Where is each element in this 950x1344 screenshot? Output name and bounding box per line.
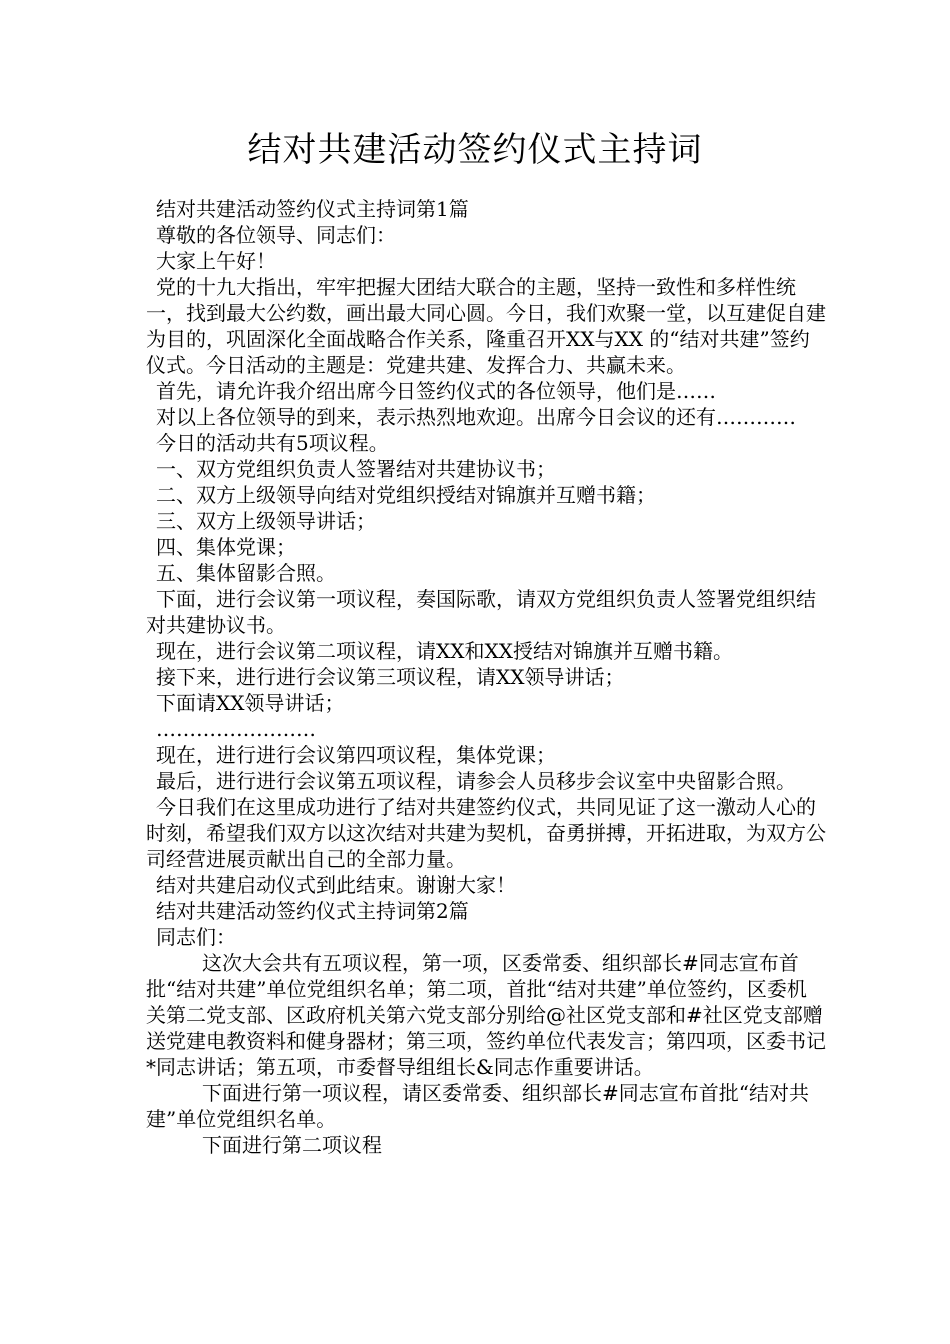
document-paragraph: 下面进行第一项议程，请区委常委、组织部长#同志宣布首批“结对共建”单位党组织名单。 [146,1081,809,1131]
document-paragraph: 对以上各位领导的到来，表示热烈地欢迎。出席今日会议的还有………… [156,405,796,429]
document-paragraph: 接下来，进行进行会议第三项议程，请XX领导讲话； [156,665,625,689]
document-paragraph: 首先，请允许我介绍出席今日签约仪式的各位领导，他们是…… [156,379,716,403]
document-paragraph: 尊敬的各位领导、同志们： [156,223,396,247]
document-paragraph: 这次大会共有五项议程，第一项，区委常委、组织部长#同志宣布首批“结对共建”单位党组织名单；第二项，首批“结对共建”单位签约，区委机关第二党支部、区政府机关第六党支部分别给@社区党支部和#社区党支部赠送党建电教资料和健身器材；第三项，签约单位代表发言；第四项，区委书记*同志讲话；第五项，市委督导组组长&同志作重要讲话。 [146,951,826,1079]
document-paragraph: 结对共建启动仪式到此结束。谢谢大家！ [156,873,516,897]
document-paragraph: 下面请XX领导讲话； [156,691,345,715]
document-paragraph: 二、双方上级领导向结对党组织授结对锦旗并互赠书籍； [156,483,656,507]
document-paragraph: 一、双方党组织负责人签署结对共建协议书； [156,457,556,481]
document-paragraph: …………………… [156,717,316,741]
document-paragraph: 今日的活动共有5项议程。 [156,431,389,455]
document-paragraph: 现在，进行进行会议第四项议程，集体党课； [156,743,556,767]
document-paragraph: 五、集体留影合照。 [156,561,336,585]
document-paragraph: 现在，进行会议第二项议程，请XX和XX授结对锦旗并互赠书籍。 [156,639,733,663]
document-paragraph: 最后，进行进行会议第五项议程，请参会人员移步会议室中央留影合照。 [156,769,796,793]
document-paragraph: 同志们： [156,925,236,949]
document-paragraph: 大家上午好！ [156,249,276,273]
document-paragraph: 三、双方上级领导讲话； [156,509,376,533]
document-paragraph: 结对共建活动签约仪式主持词第2篇 [156,899,469,923]
document-body [146,196,826,1158]
document-paragraph: 党的十九大指出，牢牢把握大团结大联合的主题，坚持一致性和多样性统一，找到最大公约数，画出最大同心圆。今日，我们欢聚一堂，以互建促自建为目的，巩固深化全面战略合作关系，隆重召开XX与XX 的“结对共建”签约仪式。今日活动的主题是：党建共建、发挥合力、共赢未来。 [146,275,826,377]
document-title: 结对共建活动签约仪式主持词 [247,130,703,170]
document-paragraph: 今日我们在这里成功进行了结对共建签约仪式，共同见证了这一激动人心的时刻，希望我们双方以这次结对共建为契机，奋勇拼搏，开拓进取，为双方公司经营进展贡献出自己的全部力量。 [146,795,826,871]
document-paragraph: 结对共建活动签约仪式主持词第1篇 [156,197,469,221]
document-paragraph: 下面，进行会议第一项议程，奏国际歌，请双方党组织负责人签署党组织结对共建协议书。 [146,587,816,637]
document-paragraph: 下面进行第二项议程 [202,1133,382,1157]
document-paragraph: 四、集体党课； [156,535,296,559]
